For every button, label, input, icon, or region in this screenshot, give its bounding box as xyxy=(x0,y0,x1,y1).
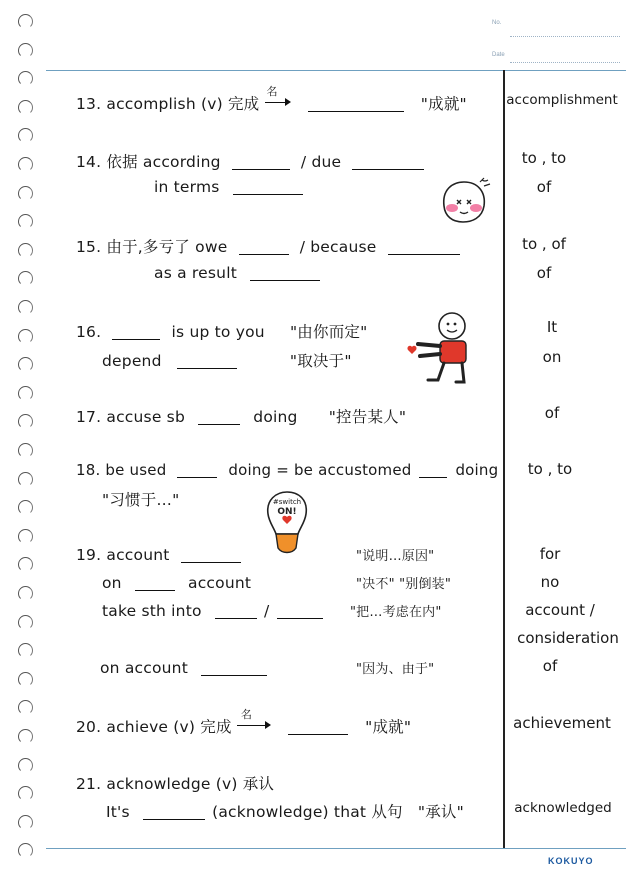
binder-hole xyxy=(18,386,33,401)
lightbulb-doodle xyxy=(262,490,312,556)
binder-hole xyxy=(18,14,33,29)
no-line xyxy=(510,36,620,37)
binder-hole xyxy=(18,500,33,515)
item-19-gloss-4: "因为、由于" xyxy=(356,662,435,677)
answer-15a: to , of xyxy=(522,235,566,253)
blank xyxy=(177,476,217,478)
binder-hole xyxy=(18,729,33,744)
binder-hole xyxy=(18,271,33,286)
blank xyxy=(232,168,290,170)
brand-logo: KOKUYO xyxy=(548,856,594,866)
binder-hole xyxy=(18,43,33,58)
answer-column-divider xyxy=(503,70,505,848)
binder-hole xyxy=(18,157,33,172)
binder-hole xyxy=(18,329,33,344)
answer-16a: It xyxy=(546,318,558,336)
item-15-line-2: as a result xyxy=(154,264,320,282)
binder-hole xyxy=(18,128,33,143)
blank xyxy=(250,279,320,281)
arrow-icon: 名 xyxy=(265,97,291,107)
binder-hole xyxy=(18,786,33,801)
sweating-face-doodle xyxy=(436,176,494,226)
answer-19e: of xyxy=(542,657,558,675)
answer-14b: of xyxy=(536,178,552,196)
blank xyxy=(239,253,289,255)
item-21-line-1: 21. acknowledge (v) 承认 xyxy=(76,775,275,793)
item-19-line-2: on account xyxy=(102,574,252,592)
answer-17: of xyxy=(544,404,560,422)
answer-19d: consideration xyxy=(517,629,619,647)
top-rule xyxy=(46,70,626,71)
bulb-text-1: #switch xyxy=(272,498,302,506)
binder-hole xyxy=(18,100,33,115)
binder-hole xyxy=(18,643,33,658)
bulb-text-2: ON! xyxy=(277,507,297,517)
item-16-line-1: 16. is up to you "由你而定" xyxy=(76,323,368,341)
blank xyxy=(288,733,348,735)
binder-hole xyxy=(18,71,33,86)
blank xyxy=(277,617,323,619)
binder-hole xyxy=(18,243,33,258)
answer-19c: account / xyxy=(525,601,595,619)
item-19-gloss-3: "把…考虑在内" xyxy=(350,605,442,620)
binder-hole xyxy=(18,414,33,429)
binder-hole xyxy=(18,700,33,715)
binder-hole xyxy=(18,615,33,630)
binder-hole xyxy=(18,186,33,201)
blank xyxy=(181,561,241,563)
item-19-line-3: take sth into / xyxy=(102,602,323,620)
blank xyxy=(215,617,257,619)
binder-hole xyxy=(18,672,33,687)
answer-13: accomplishment xyxy=(506,92,618,108)
binder-hole xyxy=(18,214,33,229)
item-14-line-2: in terms xyxy=(154,178,303,196)
blank xyxy=(143,818,205,820)
binder-hole xyxy=(18,843,33,858)
answer-15b: of xyxy=(536,264,552,282)
item-15-line-1: 15. 由于,多亏了 owe / because xyxy=(76,235,460,257)
blank xyxy=(201,674,267,676)
no-label: No. xyxy=(492,20,502,26)
answer-18: to , to xyxy=(527,460,573,478)
blank xyxy=(112,338,160,340)
blank xyxy=(352,168,424,170)
binder-hole xyxy=(18,586,33,601)
date-label: Date xyxy=(492,52,505,58)
answer-16b: on xyxy=(542,348,562,366)
binder-hole xyxy=(18,758,33,773)
item-18-line-2: "习惯于…" xyxy=(102,491,180,509)
binder-hole xyxy=(18,557,33,572)
item-21-line-2: It's (acknowledge) that 从句 "承认" xyxy=(106,803,464,821)
answer-14a: to , to xyxy=(521,149,567,167)
arrow-icon: 名 xyxy=(237,720,271,730)
blank xyxy=(135,589,175,591)
item-13: 13. accomplish (v) 完成 名 "成就" xyxy=(76,85,467,113)
blank xyxy=(388,253,460,255)
binder-hole xyxy=(18,357,33,372)
binder-hole xyxy=(18,529,33,544)
person-doodle xyxy=(404,310,476,388)
blank xyxy=(198,423,240,425)
binder-hole xyxy=(18,815,33,830)
blank xyxy=(308,110,404,112)
item-19-line-1: 19. account xyxy=(76,546,241,564)
blank xyxy=(233,193,303,195)
answer-20: achievement xyxy=(513,714,611,732)
item-19-gloss-1: "说明…原因" xyxy=(356,549,435,564)
answer-21: acknowledged xyxy=(514,800,612,816)
item-16-line-2: depend "取决于" xyxy=(102,352,352,370)
binder-hole xyxy=(18,300,33,315)
answer-19b: no xyxy=(540,573,560,591)
item-17: 17. accuse sb doing "控告某人" xyxy=(76,408,407,426)
binder-hole xyxy=(18,443,33,458)
item-14-line-1: 14. 依据 according / due xyxy=(76,150,424,172)
date-line xyxy=(510,62,620,63)
item-19-gloss-2: "决不" "别倒装" xyxy=(356,577,452,592)
binder-hole xyxy=(18,472,33,487)
item-20: 20. achieve (v) 完成 名 "成就" xyxy=(76,708,412,736)
blank xyxy=(177,367,237,369)
item-18-line-1: 18. be used doing = be accustomed doing xyxy=(76,461,499,479)
bottom-rule xyxy=(46,848,626,849)
answer-19a: for xyxy=(539,545,561,563)
blank xyxy=(419,476,447,478)
item-19-line-4: on account xyxy=(100,659,267,677)
